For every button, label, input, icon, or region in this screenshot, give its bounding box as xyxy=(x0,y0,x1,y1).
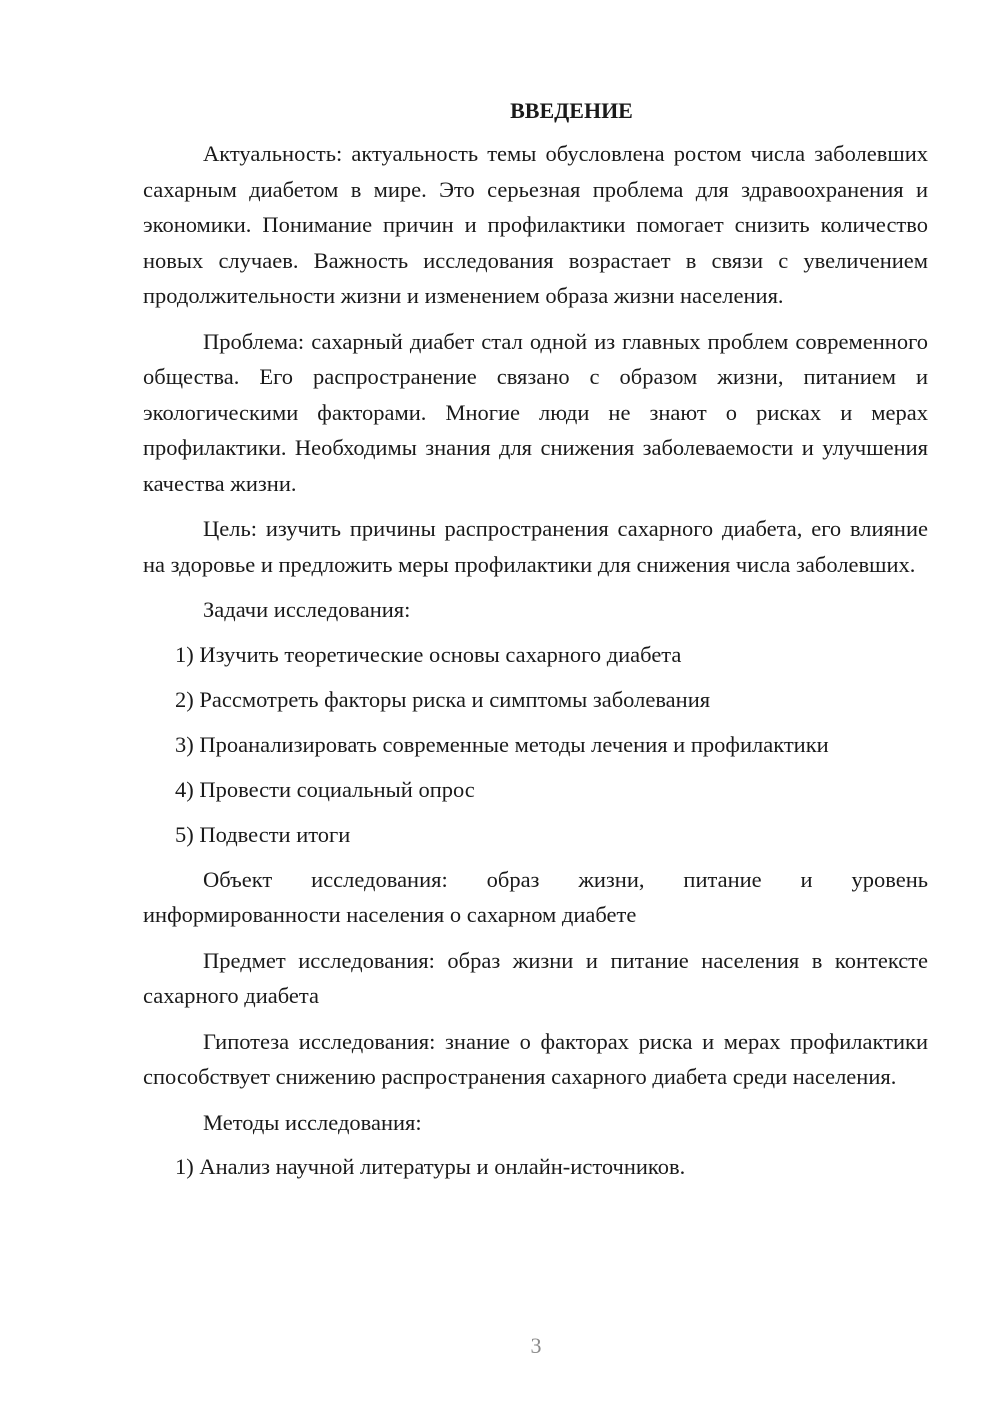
page-title: ВВЕДЕНИЕ xyxy=(510,98,633,123)
hypothesis-paragraph: Гипотеза исследования: знание о факторах риска и мерах профилактики способствует снижению распространения сахарного диабета среди населения. xyxy=(143,1028,928,1089)
page-body xyxy=(143,93,928,1194)
list-item: 1) Анализ научной литературы и онлайн-источников. xyxy=(175,1154,686,1179)
tasks-label: Задачи исследования: xyxy=(203,597,411,622)
list-item: 1) Изучить теоретические основы сахарного диабета xyxy=(175,641,682,667)
list-item: 2) Рассмотреть факторы риска и симптомы заболевания xyxy=(175,686,711,712)
list-item: 4) Провести социальный опрос xyxy=(175,776,475,802)
page-number: 3 xyxy=(530,1333,542,1358)
methods-list xyxy=(143,1149,928,1185)
goal-paragraph: Цель: изучить причины распространения сахарного диабета, его влияние на здоровье и предложить меры профилактики для снижения числа заболевших. xyxy=(143,516,928,577)
relevance-paragraph: Актуальность: актуальность темы обусловлена ростом числа заболевших сахарным диабетом в мире. Это серьезная проблема для здравоохранения и экономики. Понимание причин и профилактики помогает снизить количество новых случаев. Важность исследования возрастает в связи с увеличением продолжительности жизни и изменением образа жизни населения. xyxy=(143,141,928,308)
list-item: 3) Проанализировать современные методы лечения и профилактики xyxy=(175,731,829,757)
list-item: 5) Подвести итоги xyxy=(175,821,351,847)
object-paragraph: Объект исследования: образ жизни, питание и уровень информированности населения о сахарном диабете xyxy=(143,866,928,927)
subject-paragraph: Предмет исследования: образ жизни и питание населения в контексте сахарного диабета xyxy=(143,947,928,1008)
methods-label: Методы исследования: xyxy=(203,1109,422,1135)
tasks-list xyxy=(143,637,928,853)
problem-paragraph: Проблема: сахарный диабет стал одной из главных проблем современного общества. Его распространение связано с образом жизни, питанием и экологическими факторами. Многие люди не знают о рисках и мерах профилактики. Необходимы знания для снижения заболеваемости и улучшения качества жизни. xyxy=(143,328,928,496)
